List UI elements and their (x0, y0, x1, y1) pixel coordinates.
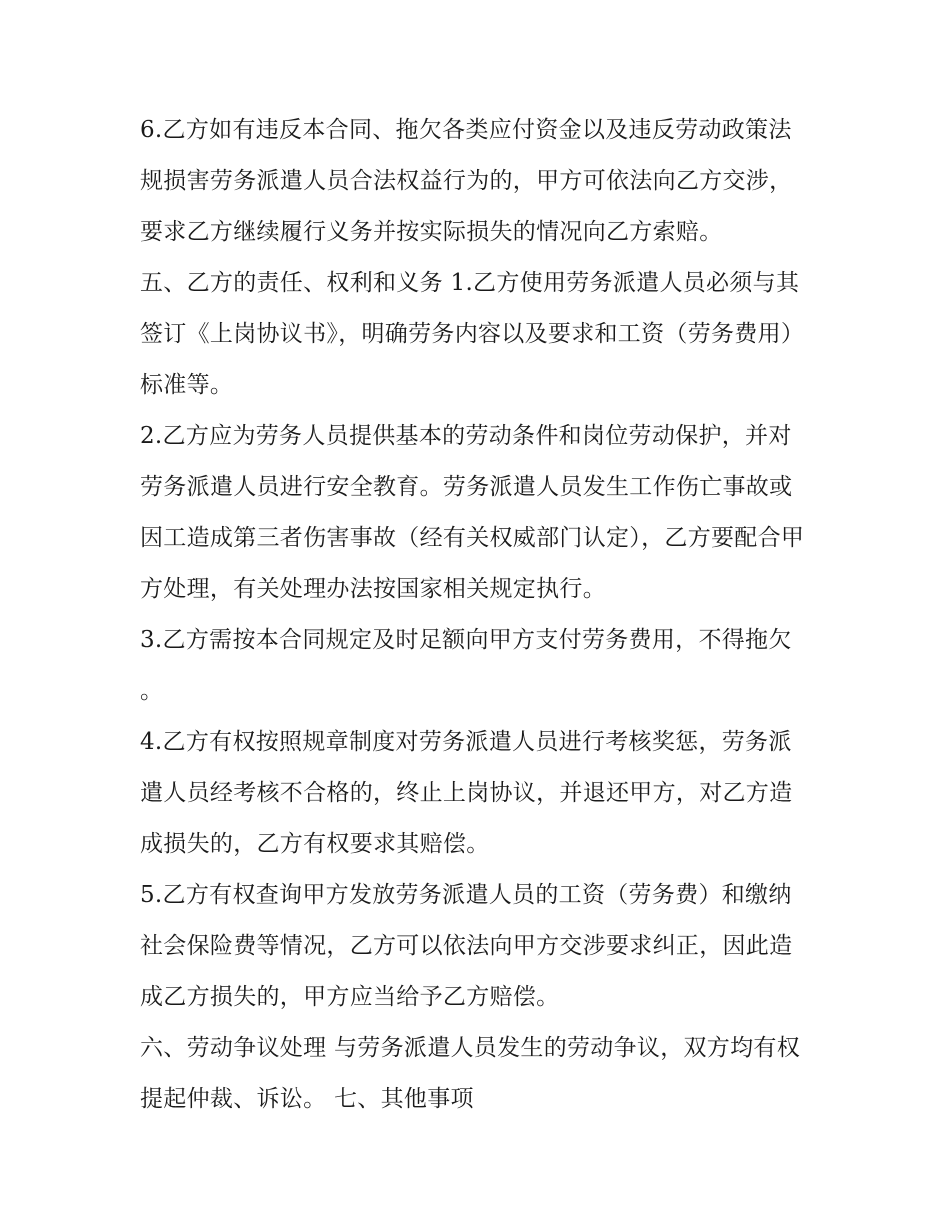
paragraph-clause-4: 4.乙方有权按照规章制度对劳务派遣人员进行考核奖惩，劳务派遣人员经考核不合格的，终止上岗协议，并退还甲方，对乙方造成损失的，乙方有权要求其赔偿。 (140, 729, 793, 857)
paragraph-section-5-clause-1: 五、乙方的责任、权利和义务 1.乙方使用劳务派遣人员必须与其签订《上岗协议书》，明确劳务内容以及要求和工资（劳务费用）标准等。 (140, 270, 805, 398)
paragraph-clause-5: 5.乙方有权查询甲方发放劳务派遣人员的工资（劳务费）和缴纳社会保险费等情况，乙方可以依法向甲方交涉要求纠正，因此造成乙方损失的，甲方应当给予乙方赔偿。 (140, 882, 793, 1010)
document-body (140, 105, 812, 1125)
paragraph-clause-3: 3.乙方需按本合同规定及时足额向甲方支付劳务费用，不得拖欠。 (140, 627, 792, 704)
paragraph-clause-6: 6.乙方如有违反本合同、拖欠各类应付资金以及违反劳动政策法规损害劳务派遣人员合法权益行为的，甲方可依法向乙方交涉，要求乙方继续履行义务并按实际损失的情况向乙方索赔。 (140, 117, 793, 245)
paragraph-clause-2: 2.乙方应为劳务人员提供基本的劳动条件和岗位劳动保护，并对劳务派遣人员进行安全教育。劳务派遣人员发生工作伤亡事故或因工造成第三者伤害事故（经有关权威部门认定），乙方要配合甲方处理，有关处理办法按国家相关规定执行。 (140, 423, 805, 602)
paragraph-section-6-7: 六、劳动争议处理 与劳务派遣人员发生的劳动争议，双方均有权提起仲裁、诉讼。 七、其他事项 (140, 1035, 801, 1112)
